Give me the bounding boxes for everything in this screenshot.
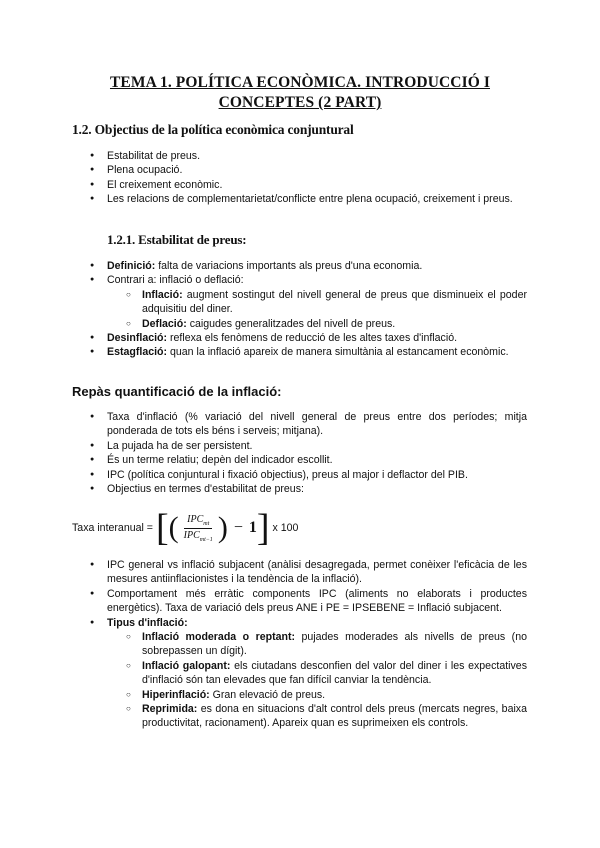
inflation-details-list xyxy=(107,558,527,731)
definition: reflexa els fenòmens de reducció de les altes taxes d'inflació. xyxy=(167,332,458,345)
sub-list-item xyxy=(142,702,527,731)
list-item xyxy=(107,345,527,359)
sub-list-item xyxy=(142,688,527,702)
list-item: ● Plena ocupació. xyxy=(107,163,527,177)
list-item: ● Objectius en termes d'estabilitat de preus: xyxy=(107,482,527,496)
definition: els ciutadans desconfien del valor del diner i les expectatives d'inflació són tan elevades que fan difícil canviar la tendència. xyxy=(142,659,527,687)
term: Inflació: xyxy=(142,288,183,301)
list-item xyxy=(107,273,527,331)
minus-sign: − xyxy=(233,519,243,536)
list-item: ● Taxa d'inflació (% variació del nivell general de preus entre dos períodes; mitja ponderada de tots els béns i serveis; mitjana). xyxy=(107,410,527,439)
term: Inflació moderada o reptant: xyxy=(142,631,296,644)
list-item xyxy=(107,331,527,345)
title-line-2: CONCEPTES (2 PART) xyxy=(218,94,382,111)
definition: es dona en situacions d'alt control dels preus (mercats negres, baixa productivitat, racionament). Apareix quan es suprimeixen els controls. xyxy=(142,703,527,730)
list-item: ● Estabilitat de preus. xyxy=(107,149,527,163)
constant-one: 1 xyxy=(248,519,257,536)
list-item xyxy=(107,616,527,731)
section-heading-1-2-1: 1.2.1. Estabilitat de preus: xyxy=(107,232,247,247)
sub-list xyxy=(107,288,527,331)
section-heading-repas: Repàs quantificació de la inflació: xyxy=(72,384,282,399)
numerator: $IPC_{mt}$ xyxy=(184,514,212,529)
fraction xyxy=(181,514,216,543)
inflation-types-list xyxy=(107,630,527,731)
term: Desinflació: xyxy=(107,332,168,345)
objectives-list xyxy=(107,149,527,207)
term: Hiperinflació: xyxy=(142,688,210,701)
list-item: ● IPC (política conjuntural i fixació objectius), preus al major i deflactor del PIB. xyxy=(107,468,527,482)
sub-list-item xyxy=(142,288,527,317)
formula-expression xyxy=(156,509,270,547)
list-item: ● La pujada ha de ser persistent. xyxy=(107,439,527,453)
list-item: ● El creixement econòmic. xyxy=(107,178,527,192)
inflation-quantification-list xyxy=(107,410,527,496)
title-line-1: TEMA 1. POLÍTICA ECONÒMICA. INTRODUCCIÓ I xyxy=(109,74,490,91)
inflation-types-heading: Tipus d'inflació: xyxy=(107,616,188,629)
term: Inflació galopant: xyxy=(142,659,231,672)
list-item: ● Comportament més erràtic components IPC (aliments no elaborats i productes energètics). Taxa de variació dels preus ANE i PE = IPSEBENE = Inflació subjacent. xyxy=(107,587,527,616)
sub-list-item xyxy=(142,659,527,688)
document-title xyxy=(60,73,540,113)
sub-list-item xyxy=(142,630,527,659)
sub-list-item xyxy=(142,317,527,331)
term: Deflació: xyxy=(142,317,187,330)
definition: Contrari a: inflació o deflació: xyxy=(107,274,244,287)
term: Definició: xyxy=(107,260,156,272)
left-bracket: [ xyxy=(155,507,169,549)
term: Reprimida: xyxy=(142,703,198,716)
list-item xyxy=(107,259,527,273)
formula-label: Taxa interanual = xyxy=(72,522,153,534)
term: Estagflació: xyxy=(107,346,168,359)
left-paren: ( xyxy=(168,511,179,544)
list-item: ● IPC general vs inflació subjacent (anàlisi desagregada, permet conèixer l'eficàcia de les mesures antiinflacionistes i la tendència de la inflació). xyxy=(107,558,527,587)
section-heading-1-2: 1.2. Objectius de la política econòmica conjuntural xyxy=(72,122,354,137)
definition: Gran elevació de preus. xyxy=(209,688,326,701)
definition: augment sostingut del nivell general de preus que disminueix el poder adquisitiu del diner. xyxy=(142,288,527,316)
denominator: $IPC_{mt-1}$ xyxy=(183,529,213,543)
right-paren: ) xyxy=(217,511,228,544)
definition: quan la inflació apareix de manera simultània al estancament econòmic. xyxy=(167,346,509,359)
right-bracket: ] xyxy=(256,507,270,549)
formula-multiplier: x 100 xyxy=(272,522,299,534)
list-item: ● Les relacions de complementarietat/conflicte entre plena ocupació, creixement i preus. xyxy=(107,192,527,206)
list-item: ● És un terme relatiu; depèn del indicador escollit. xyxy=(107,453,527,467)
definition: pujades moderades als nivells de preus (no sobrepassen un dígit). xyxy=(142,631,527,658)
definition: falta de variacions importants als preus d'una economia. xyxy=(155,260,423,272)
definition: caigudes generalitzades del nivell de preus. xyxy=(186,317,396,330)
interannual-rate-formula xyxy=(72,508,298,548)
price-stability-list xyxy=(107,259,527,360)
